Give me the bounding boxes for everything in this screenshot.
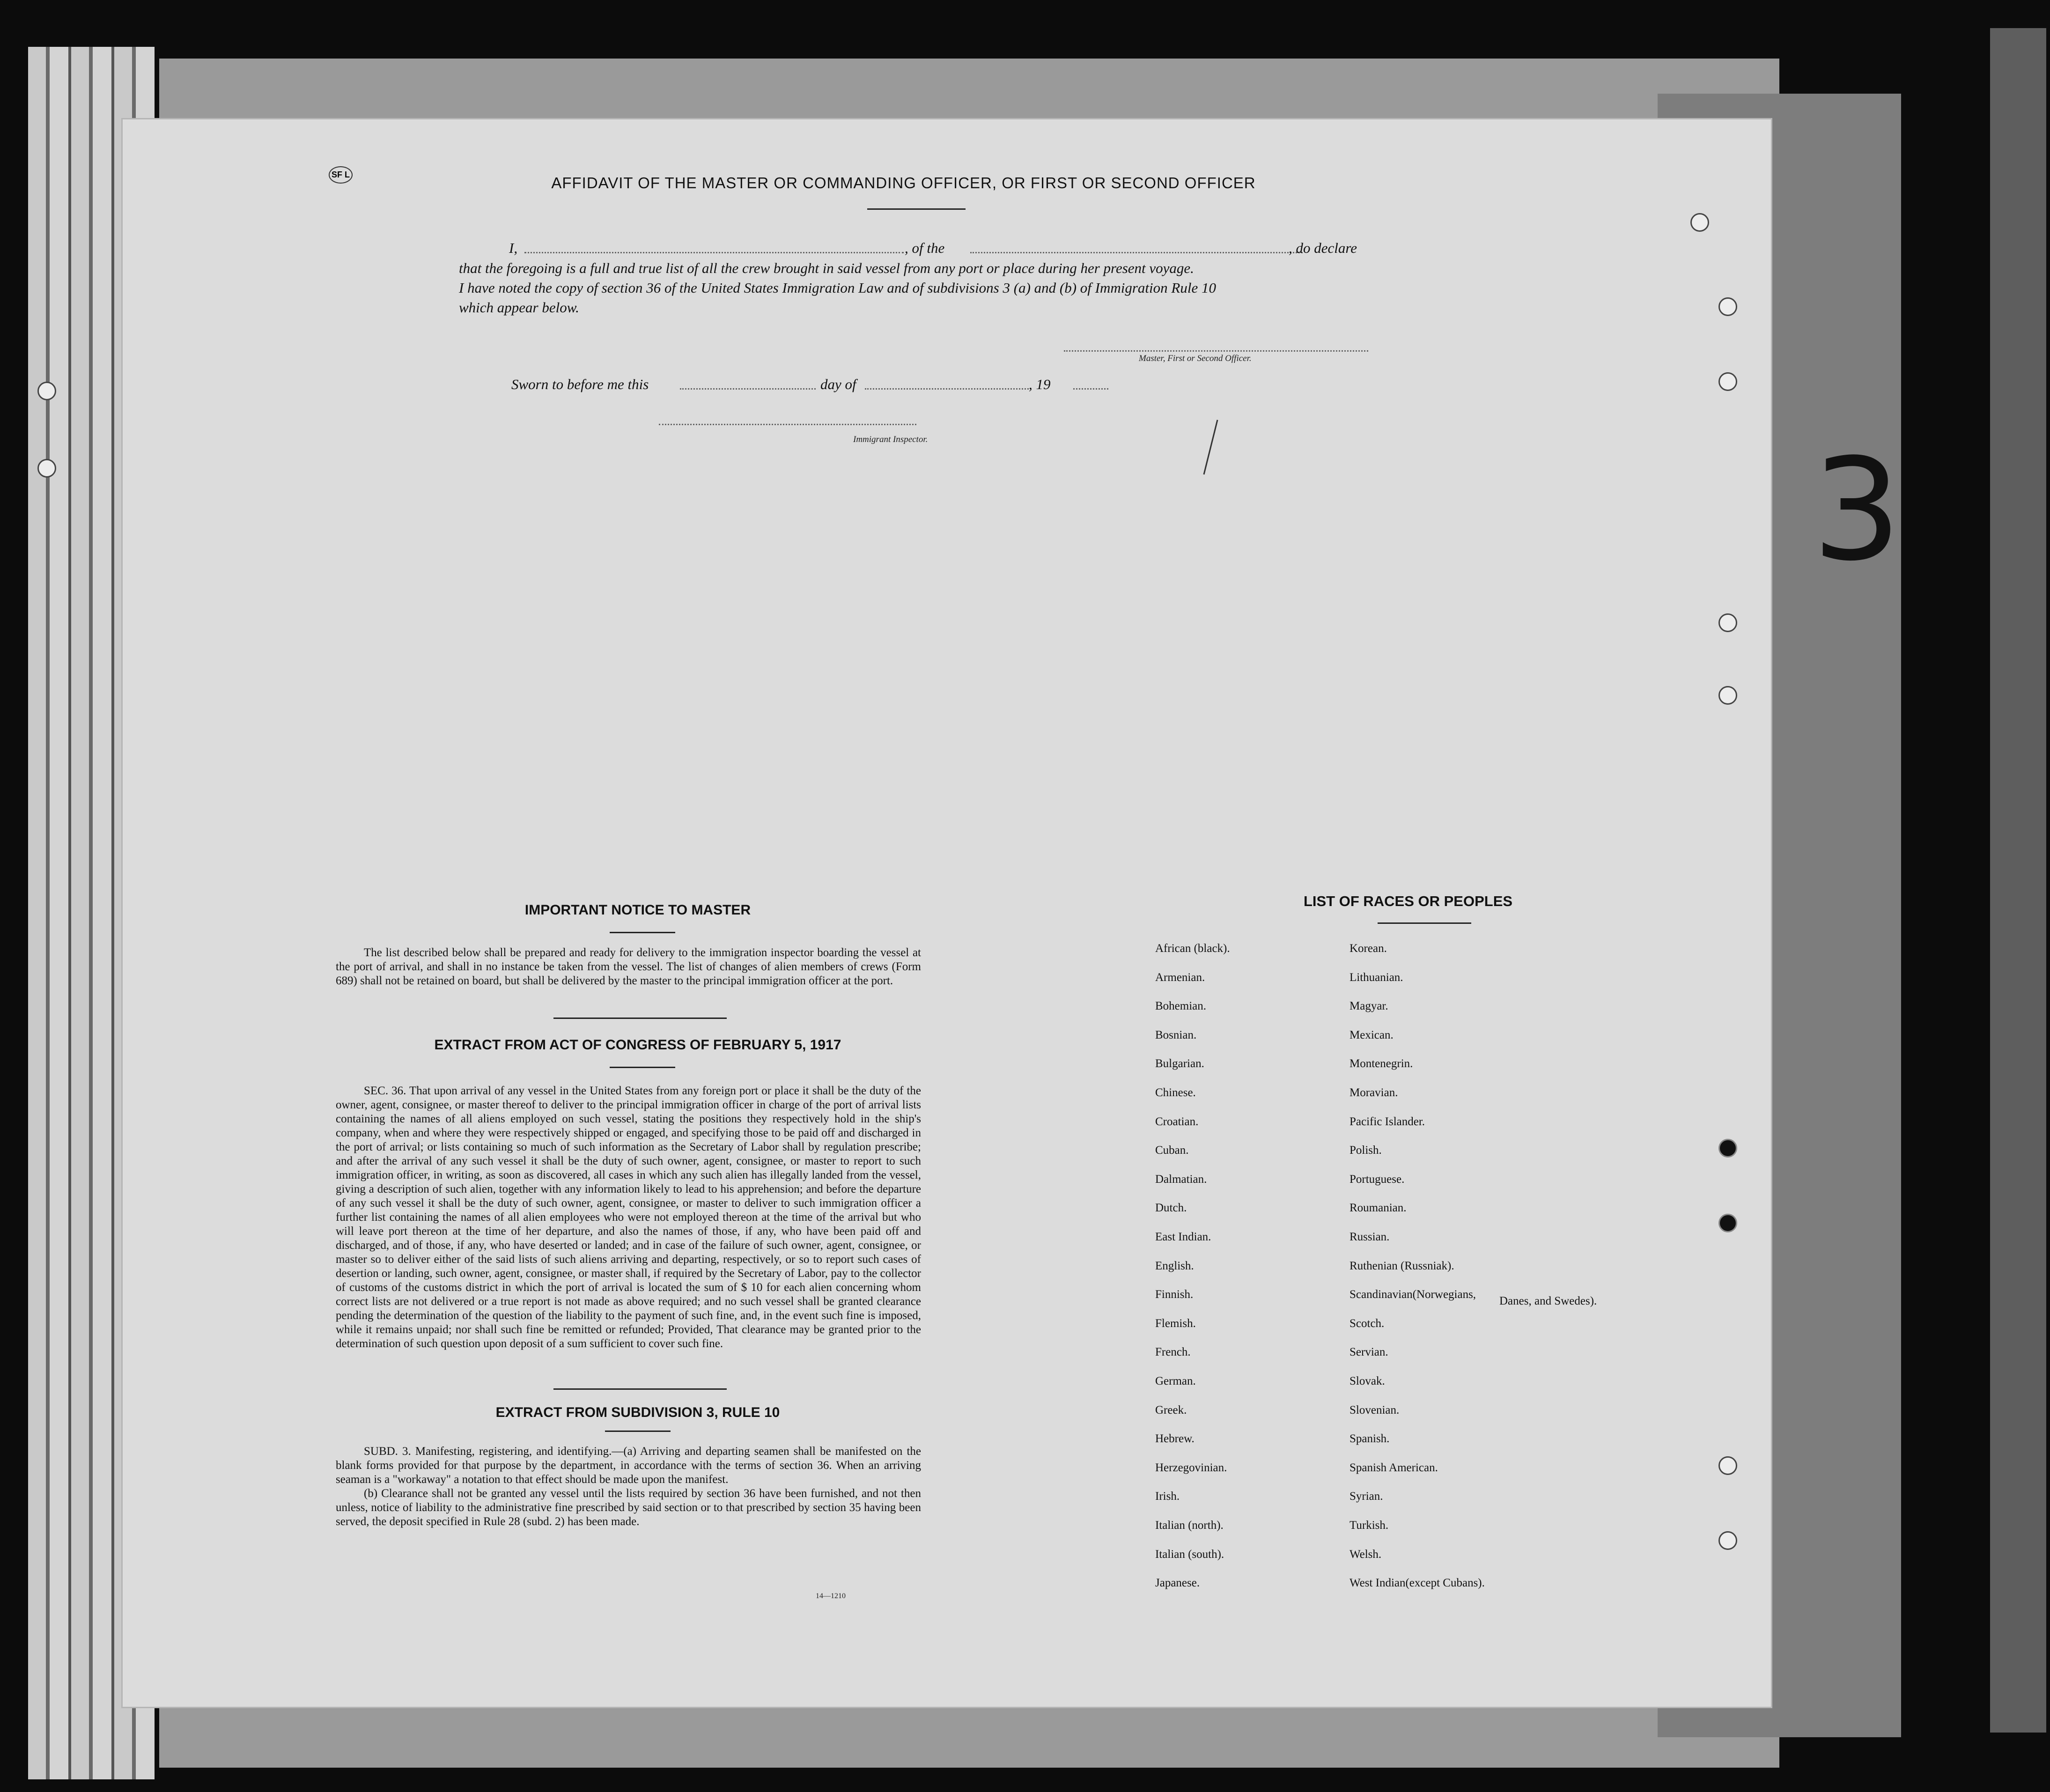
rule-title: EXTRACT FROM SUBDIVISION 3, RULE 10 bbox=[495, 1405, 780, 1420]
race-item: Herzegovinian. bbox=[1155, 1461, 1227, 1474]
race-item: Pacific Islander. bbox=[1349, 1115, 1425, 1128]
affidavit-of-the: , of the bbox=[905, 240, 945, 256]
notice-underline bbox=[610, 932, 675, 933]
form-number: 14—1210 bbox=[816, 1592, 846, 1600]
race-item: Slovenian. bbox=[1349, 1403, 1400, 1416]
race-item: Chinese. bbox=[1155, 1086, 1196, 1099]
rule-para-a: SUBD. 3. Manifesting, registering, and identifying.—(a) Arriving and departing seamen shall be manifested on the blank forms provided for that purpose by the department, in accordance with the terms of section 36. When an arriving seaman is a "workaway" a notation to that effect should be made upon the manifest. bbox=[336, 1445, 921, 1486]
year-prefix: , 19 bbox=[1029, 376, 1051, 392]
race-item: East Indian. bbox=[1155, 1231, 1211, 1243]
race-item: Ruthenian (Russniak). bbox=[1349, 1259, 1454, 1272]
signature-caption: Master, First or Second Officer. bbox=[1139, 354, 1252, 363]
punch-hole bbox=[1718, 1531, 1737, 1550]
stamp-mark: SF L bbox=[329, 166, 353, 184]
race-item: Scotch. bbox=[1349, 1317, 1385, 1330]
sworn-before: Sworn to before me this bbox=[511, 376, 649, 392]
race-item: Italian (south). bbox=[1155, 1548, 1224, 1561]
race-item: Finnish. bbox=[1155, 1288, 1194, 1301]
race-item: Scandinavian(Norwegians, bbox=[1349, 1288, 1476, 1301]
affidavit-line-4: which appear below. bbox=[459, 299, 579, 316]
punch-hole bbox=[1718, 1456, 1737, 1475]
punch-hole bbox=[1690, 213, 1709, 232]
punch-hole bbox=[1718, 1214, 1737, 1232]
month-blank bbox=[865, 388, 1029, 390]
race-item: French. bbox=[1155, 1346, 1191, 1359]
race-item: Mexican. bbox=[1349, 1028, 1394, 1041]
race-item: Hebrew. bbox=[1155, 1432, 1195, 1445]
affidavit-line-3: I have noted the copy of section 36 of the United States Immigration Law and of subdivisions 3 (a) and (b) of Immigration Rule 10 bbox=[459, 280, 1216, 296]
affidavit-title: AFFIDAVIT OF THE MASTER OR COMMANDING OFFICER, OR FIRST OR SECOND OFFICER bbox=[551, 174, 1256, 192]
race-item: Korean. bbox=[1349, 942, 1387, 955]
race-item: Italian (north). bbox=[1155, 1519, 1224, 1532]
race-item: Cuban. bbox=[1155, 1144, 1189, 1157]
race-item: African (black). bbox=[1155, 942, 1230, 955]
race-item: Turkish. bbox=[1349, 1519, 1389, 1532]
race-item: Croatian. bbox=[1155, 1115, 1199, 1128]
rule-para-b: (b) Clearance shall not be granted any vessel until the lists required by section 36 have been furnished, and not then unless, notice of liability to the administrative fine prescribed by said section or to that prescribed by section 35 having been served, the deposit specified in Rule 28 (subd. 2) has been made. bbox=[336, 1487, 921, 1528]
race-item: English. bbox=[1155, 1259, 1194, 1272]
punch-hole bbox=[1718, 372, 1737, 391]
race-item: Moravian. bbox=[1349, 1086, 1398, 1099]
race-item: Bulgarian. bbox=[1155, 1057, 1204, 1070]
race-item: Servian. bbox=[1349, 1346, 1388, 1359]
race-item: Roumanian. bbox=[1349, 1202, 1407, 1215]
race-item: Armenian. bbox=[1155, 971, 1205, 984]
race-item: Montenegrin. bbox=[1349, 1057, 1413, 1070]
race-item: Irish. bbox=[1155, 1490, 1180, 1503]
affidavit-line-2: that the foregoing is a full and true list of all the crew brought in said vessel from any port or place during her present voyage. bbox=[459, 260, 1194, 276]
document-page bbox=[123, 119, 1771, 1707]
race-continuation: Danes, and Swedes). bbox=[1499, 1295, 1597, 1307]
notice-title: IMPORTANT NOTICE TO MASTER bbox=[524, 902, 751, 918]
punch-hole bbox=[37, 382, 56, 400]
day-of: day of bbox=[820, 376, 856, 392]
race-item: Russian. bbox=[1349, 1231, 1390, 1243]
race-item: Dalmatian. bbox=[1155, 1173, 1207, 1186]
inspector-caption: Immigrant Inspector. bbox=[853, 435, 928, 444]
punch-hole bbox=[1718, 613, 1737, 632]
act-body: SEC. 36. That upon arrival of any vessel in the United States from any foreign port or place it shall be the duty of the owner, agent, consignee, or master thereof to deliver to the principal immigration officer in charge of the port of arrival lists containing the names of all aliens employed on such vessel, stating the positions they respectively hold in the ship's company, when and where they were respectively shipped or engaged, and specifying those to be paid off and discharged in the port of arrival; or lists containing so much of such information as the Secretary of Labor shall by regulation prescribe; and after the arrival of any such vessel it shall be the duty of such owner, agent, consignee, or master to report to such immigration officer, in writing, as soon as discovered, all cases in which any such alien has illegally landed from the vessel, giving a description of such alien, together with any information likely to lead to his apprehension; and before the departure of any such vessel it shall be the duty of such owner, agent, consignee, or master to deliver to such immigration officer a further list containing the names of all alien employees who were not employed thereon at the time of the arrival but who will leave port thereon at the time of her departure, and also the names of those, if any, who have been paid off and discharged, and of those, if any, who have deserted or landed; and in case of the failure of such owner, agent, consignee, or master so to deliver either of the said lists of such aliens arriving and departing, respectively, or so to report such cases of desertion or landing, such owner, agent, consignee, or master shall, if required by the Secretary of Labor, pay to the collector of customs of the customs district in which the port of arrival is located the sum of $ 10 for each alien concerning whom correct lists are not delivered or a true report is not made as above required; and no such vessel shall be granted clearance pending the determination of the question of the liability to the payment of such fine, and, in the event such fine is imposed, while it remains unpaid; nor shall such fine be remitted or refunded; Provided, That clearance may be granted prior to the determination of such question upon deposit of a sum sufficient to cover such fine. bbox=[336, 1084, 921, 1350]
notice-body: The list described below shall be prepared and ready for delivery to the immigration inspector boarding the vessel at the port of arrival, and shall in no instance be taken from the vessel. The list of changes of alien members of crews (Form 689) shall not be retained on board, but shall be delivered by the master to the principal immigration officer at the port. bbox=[336, 946, 921, 987]
inspector-line bbox=[659, 424, 916, 425]
day-blank bbox=[680, 388, 816, 390]
affidavit-i: I, bbox=[509, 240, 518, 256]
year-blank bbox=[1073, 388, 1108, 390]
section-divider-2 bbox=[553, 1388, 727, 1390]
races-title: LIST OF RACES OR PEOPLES bbox=[1303, 893, 1513, 909]
race-item: Lithuanian. bbox=[1349, 971, 1403, 984]
binder-strip bbox=[1990, 28, 2046, 1733]
race-item: Dutch. bbox=[1155, 1202, 1187, 1215]
race-item: Greek. bbox=[1155, 1403, 1187, 1416]
race-item: Spanish. bbox=[1349, 1432, 1390, 1445]
race-item: Slovak. bbox=[1349, 1375, 1385, 1387]
rule-body bbox=[336, 1445, 921, 1529]
punch-hole bbox=[1718, 686, 1737, 705]
signature-line bbox=[1064, 350, 1368, 352]
races-underline bbox=[1378, 922, 1471, 924]
handwritten-page-number: 3 bbox=[1812, 428, 1902, 592]
rule-underline bbox=[605, 1431, 671, 1432]
race-item: Welsh. bbox=[1349, 1548, 1382, 1561]
race-item: Magyar. bbox=[1349, 1000, 1388, 1013]
race-item: Syrian. bbox=[1349, 1490, 1383, 1503]
race-item: Bohemian. bbox=[1155, 1000, 1207, 1013]
punch-hole bbox=[1718, 1139, 1737, 1158]
race-item: Spanish American. bbox=[1349, 1461, 1438, 1474]
race-item: Bosnian. bbox=[1155, 1028, 1197, 1041]
punch-hole bbox=[1718, 297, 1737, 316]
act-underline bbox=[610, 1067, 675, 1068]
act-title: EXTRACT FROM ACT OF CONGRESS OF FEBRUARY 5, 1917 bbox=[434, 1037, 841, 1053]
pencil-stroke bbox=[1203, 420, 1218, 474]
race-item: Flemish. bbox=[1155, 1317, 1196, 1330]
name-blank bbox=[524, 252, 904, 253]
vessel-blank bbox=[970, 252, 1303, 253]
title-underline bbox=[867, 208, 966, 210]
race-item: West Indian(except Cubans). bbox=[1349, 1577, 1485, 1590]
section-divider bbox=[553, 1018, 727, 1019]
punch-hole bbox=[37, 459, 56, 478]
affidavit-do-declare: , do declare bbox=[1289, 240, 1357, 256]
race-item: Polish. bbox=[1349, 1144, 1382, 1157]
race-item: Japanese. bbox=[1155, 1577, 1200, 1590]
race-item: Portuguese. bbox=[1349, 1173, 1405, 1186]
race-item: German. bbox=[1155, 1375, 1196, 1387]
